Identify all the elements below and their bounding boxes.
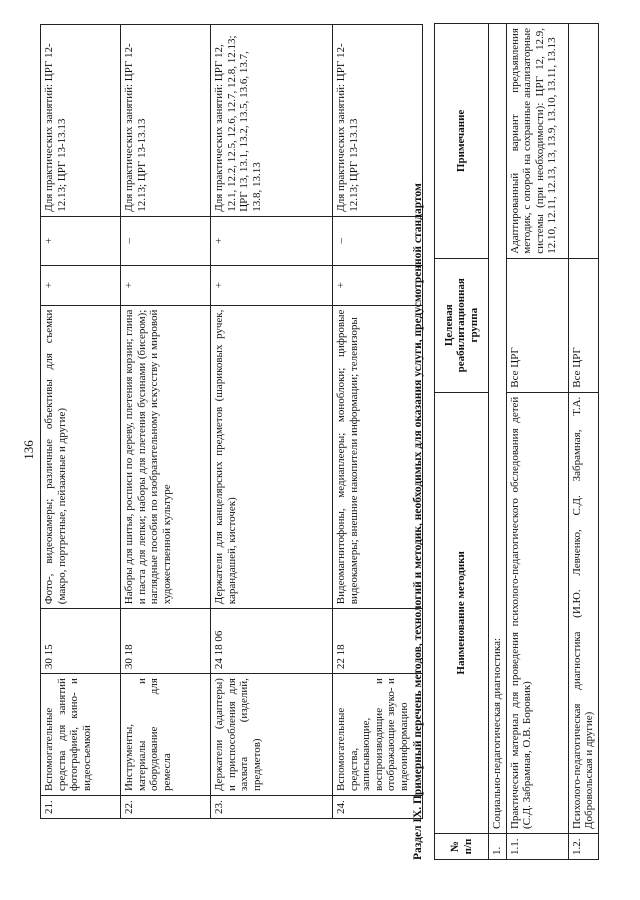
row-note <box>568 24 598 259</box>
row-note: Адаптированный вариант предъявления методик, с опорой на сохранные анализаторные системы (при необходимости): ЦРГ 12, 12.9, 12.10, 12.11, 12.13, 13, 13.9, 13.10, 13.11, 13.13 <box>506 24 568 259</box>
equipment-table <box>40 24 423 819</box>
row-code: 22 18 <box>333 609 423 674</box>
row-mark-2: – <box>121 216 211 265</box>
row-name: Держатели (адаптеры) и приспособления для захвата (изделий, предметов) <box>211 674 333 796</box>
row-method: Психолого-педагогическая диагностика (И.Ю. Левченко, С.Д. Забрамная, Т.А. Добровольская и другие) <box>568 392 598 833</box>
row-note: Для практических занятий: ЦРГ 12-12.13; ЦРГ 13-13.13 <box>121 25 211 217</box>
header-method: Наименование методики <box>435 392 489 833</box>
row-number: 1. <box>489 834 507 860</box>
row-description: Держатели для канцелярских предметов (шариковых ручек, карандашей, кисточек) <box>211 305 333 609</box>
table-row <box>506 24 568 860</box>
row-mark-2: – <box>333 216 423 265</box>
header-num: № п/п <box>435 834 489 860</box>
row-code: 30 18 <box>121 609 211 674</box>
row-number: 23. <box>211 796 333 819</box>
row-mark-1: + <box>121 265 211 305</box>
row-description: Наборы для шитья, росписи по дереву, плетения корзин; глина и паста для лепки; наборы для плетения бусинами (бисером); наглядные пособия по изобразительному искусству и мировой художественной культуре <box>121 305 211 609</box>
table-row <box>41 25 121 819</box>
row-mark-1: + <box>211 265 333 305</box>
row-number: 21. <box>41 796 121 819</box>
row-name: Вспомогательные средства, записывающие, воспроизводящие и отображающие звуко- и видеоинформацию <box>333 674 423 796</box>
row-name: Инструменты, материалы и оборудование для ремесла <box>121 674 211 796</box>
row-mark-1: + <box>333 265 423 305</box>
row-group: Все ЦРГ <box>506 258 568 392</box>
row-number: 24. <box>333 796 423 819</box>
table-row <box>568 24 598 860</box>
row-description: Видеомагнитофоны, медиаплееры; моноблоки; цифровые видеокамеры; внешние накопители информации; телевизоры <box>333 305 423 609</box>
row-method: Социально-педагогическая диагностика: <box>489 24 507 834</box>
header-group: Целевая реабилитационная группа <box>435 258 489 392</box>
table-row <box>211 25 333 819</box>
row-code: 24 18 06 <box>211 609 333 674</box>
row-number: 1.1. <box>506 834 568 860</box>
row-name: Вспомогательные средства для занятий фотографией, кино- и видеосъемкой <box>41 674 121 796</box>
section-title: Раздел IX. Примерный перечень методов, технологий и методик, необходимых для оказания услуги, предусмотренной стандартом <box>412 183 424 860</box>
row-mark-2: + <box>211 216 333 265</box>
row-method: Практический материал для проведения психолого-педагогического обследования детей (С.Д. Забрамная, О.В. Боровик) <box>506 392 568 833</box>
methods-table-header <box>435 24 489 860</box>
header-note: Примечание <box>435 24 489 259</box>
row-group: Все ЦРГ <box>568 258 598 392</box>
row-number: 1.2. <box>568 834 598 860</box>
page-number: 136 <box>21 440 36 460</box>
methods-table <box>434 23 599 860</box>
row-mark-2: + <box>41 216 121 265</box>
table-row <box>333 25 423 819</box>
table-row <box>121 25 211 819</box>
row-code: 30 15 <box>41 609 121 674</box>
row-note: Для практических занятий: ЦРГ 12, 12.1, 12.2, 12.5, 12.6, 12.7, 12.8, 12.13; ЦРГ 13, 13.1, 13.2, 13.5, 13.6, 13.7, 13.8, 13.13 <box>211 25 333 217</box>
table-row <box>489 24 507 860</box>
row-note: Для практических занятий: ЦРГ 12-12.13; ЦРГ 13-13.13 <box>333 25 423 217</box>
row-mark-1: + <box>41 265 121 305</box>
row-number: 22. <box>121 796 211 819</box>
row-description: Фото-, видеокамеры; различные объективы для съемки (макро, портретные, пейзажные и другие) <box>41 305 121 609</box>
row-note: Для практических занятий: ЦРГ 12-12.13; ЦРГ 13-13.13 <box>41 25 121 217</box>
